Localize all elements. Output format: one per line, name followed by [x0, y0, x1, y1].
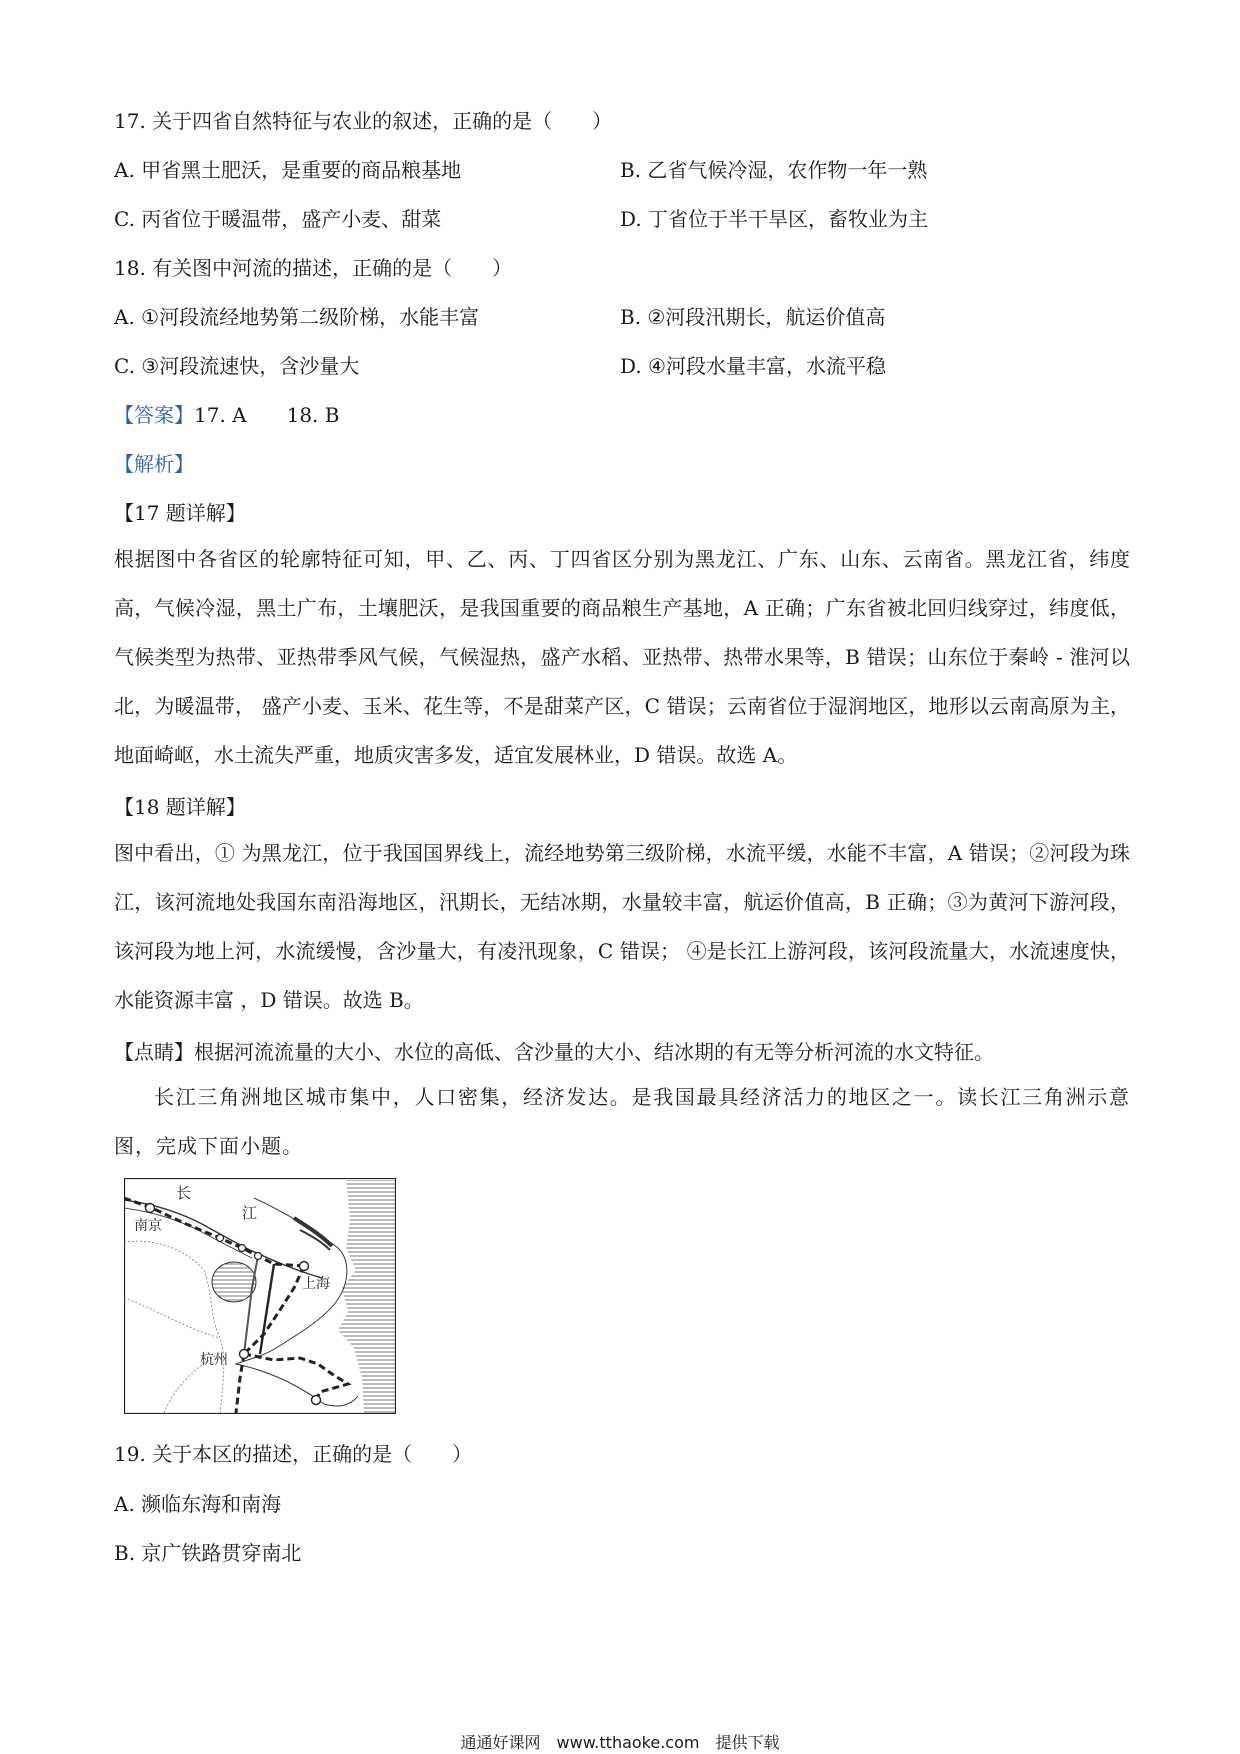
q17-stem: 17. 关于四省自然特征与农业的叙述，正确的是（ ）: [114, 109, 613, 133]
intro-paragraph: 长江三角洲地区城市集中，人口密集，经济发达。是我国最具经济活力的地区之一。读长江三角洲示意图，完成下面小题。: [114, 1085, 1130, 1158]
city-ningbo: [312, 1396, 321, 1405]
q18-stem: 18. 有关图中河流的描述，正确的是（ ）: [114, 256, 513, 280]
city-zhenjiang: [217, 1235, 224, 1242]
detail-18-text: 图中看出，① 为黑龙江，位于我国国界线上，流经地势第三级阶梯，水流平缓，水能不丰富，A 错误；②河段为珠江，该河流地处我国东南沿海地区，汛期长，无结冰期，水量较丰富，航运价值高，B 正确；③为黄河下游河段，该河段为地上河，水流缓慢，含沙量大，有凌汛现象，C 错误； ④是长江上游河段，该河段流量大，水流速度快，水能资源丰富 ，D 错误。故选 B。: [114, 841, 1130, 1012]
q17-option-c: C. 丙省位于暖温带，盛产小麦、甜菜: [114, 207, 442, 231]
lake-taihu: [212, 1262, 256, 1302]
q18-option-c: C. ③河段流速快，含沙量大: [114, 354, 360, 378]
q17-option-a: A. 甲省黑土肥沃，是重要的商品粮基地: [114, 158, 462, 182]
answer-text: 17. A 18. B: [194, 403, 340, 427]
yangtze-delta-map: [124, 1178, 396, 1414]
q18-option-d: D. ④河段水量丰富，水流平稳: [620, 354, 886, 378]
city-nanjing: [146, 1204, 155, 1213]
label-jiang: 江: [242, 1204, 258, 1222]
city-shanghai: [300, 1262, 309, 1271]
q17-option-b: B. 乙省气候冷湿，农作物一年一熟: [620, 158, 928, 182]
detail-17-title: 【17 题详解】: [114, 501, 246, 525]
q19-option-a: A. 濒临东海和南海: [114, 1492, 282, 1516]
analysis-label: 【解析】: [114, 452, 194, 476]
city-changzhou: [239, 1245, 246, 1252]
answer-tag: 【答案】: [114, 403, 194, 427]
detail-18-title: 【18 题详解】: [114, 795, 246, 819]
tip-text: 根据河流流量的大小、水位的高低、含沙量的大小、结冰期的有无等分析河流的水文特征。: [194, 1040, 994, 1064]
city-hangzhou: [240, 1350, 249, 1359]
q18-option-b: B. ②河段汛期长，航运价值高: [620, 305, 886, 329]
city-wuxi: [255, 1253, 262, 1260]
label-shanghai: 上海: [302, 1276, 330, 1292]
q19-stem: 19. 关于本区的描述，正确的是（ ）: [114, 1442, 473, 1466]
detail-17-text: 根据图中各省区的轮廓特征可知，甲、乙、丙、丁四省区分别为黑龙江、广东、山东、云南省。黑龙江省，纬度高，气候冷湿，黑土广布，土壤肥沃，是我国重要的商品粮生产基地，A 正确；广东省被北回归线穿过，纬度低，气候类型为热带、亚热带季风气候，气候湿热，盛产水稻、亚热带、热带水果等，B 错误；山东位于秦岭 - 淮河以北，为暖温带， 盛产小麦、玉米、花生等，不是甜菜产区，C 错误；云南省位于湿润地区，地形以云南高原为主，地面崎岖，水土流失严重，地质灾害多发，适宜发展林业，D 错误。故选 A。: [114, 547, 1130, 767]
answer-line: [114, 401, 339, 429]
q18-option-a: A. ①河段流经地势第二级阶梯，水能丰富: [114, 305, 480, 329]
label-chang: 长: [176, 1184, 192, 1202]
tip-tag: 【点睛】: [114, 1040, 194, 1064]
footer-source: 通通好课网 www.tthaoke.com 提供下载: [460, 1733, 780, 1752]
tip-line: [114, 1038, 994, 1066]
analysis-tag: [114, 450, 194, 478]
q17-option-d: D. 丁省位于半干旱区，畜牧业为主: [620, 207, 929, 231]
q19-option-b: B. 京广铁路贯穿南北: [114, 1541, 302, 1565]
label-nanjing: 南京: [134, 1218, 162, 1234]
label-hangzhou: 杭州: [200, 1352, 228, 1368]
